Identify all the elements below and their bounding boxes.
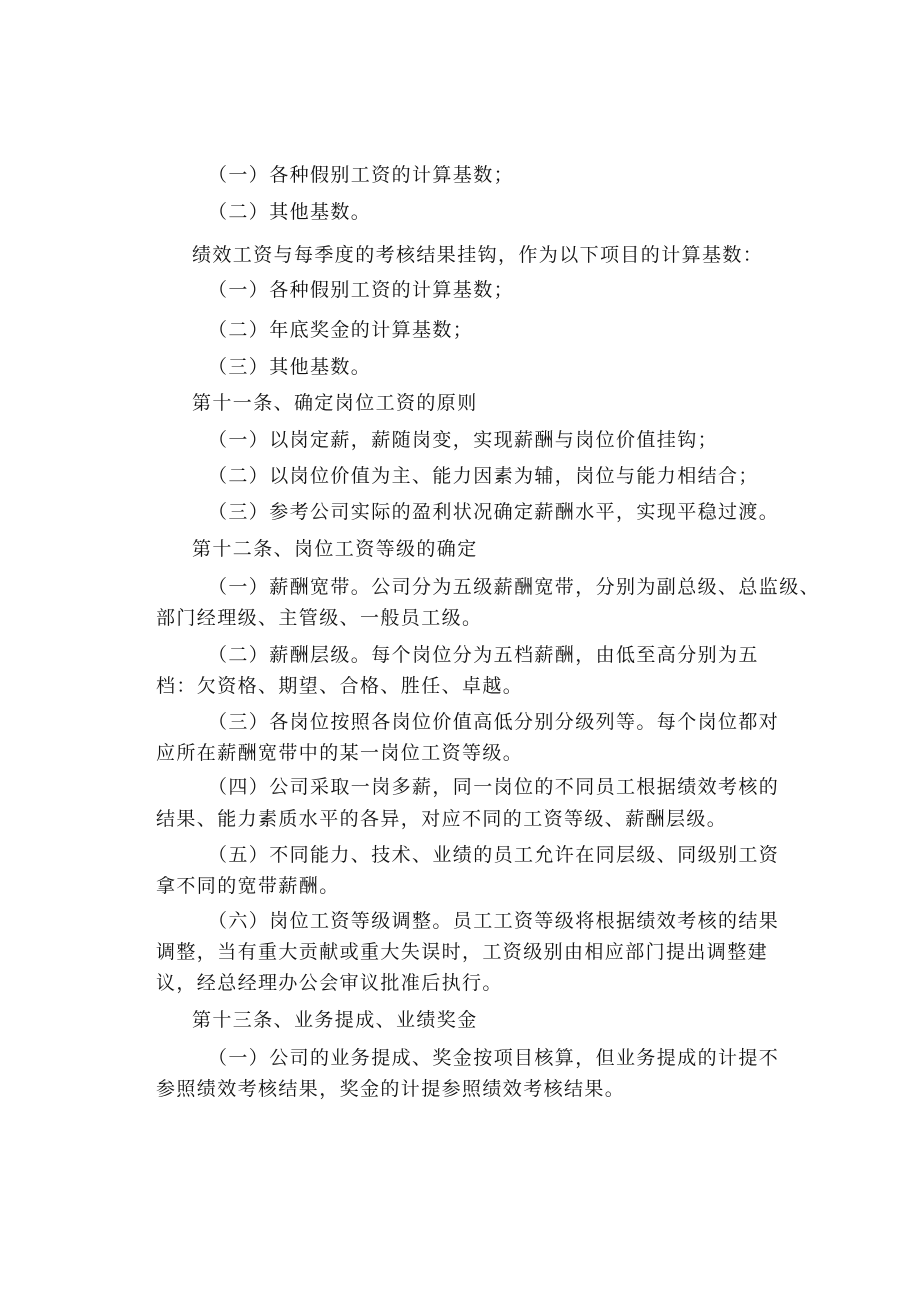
paragraph-line: （一）各种假别工资的计算基数； — [208, 279, 515, 301]
paragraph-line: （三）各岗位按照各岗位价值高低分别分级列等。每个岗位都对 — [208, 711, 780, 733]
paragraph-line: 结果、能力素质水平的各异，对应不同的工资等级、薪酬层级。 — [156, 808, 728, 830]
paragraph-line: （二）以岗位价值为主、能力因素为辅，岗位与能力相结合； — [208, 465, 759, 487]
paragraph-line: 档：欠资格、期望、合格、胜任、卓越。 — [156, 675, 524, 697]
paragraph-line: 应所在薪酬宽带中的某一岗位工资等级。 — [156, 742, 524, 764]
paragraph-line: （六）岗位工资等级调整。员工工资等级将根据绩效考核的结果 — [208, 910, 780, 932]
section-heading: 第十二条、岗位工资等级的确定 — [192, 538, 478, 560]
paragraph-line: 调整，当有重大贡献或重大失误时，工资级别由相应部门提出调整建 — [156, 941, 769, 963]
paragraph-line: （三）参考公司实际的盈利状况确定薪酬水平，实现平稳过渡。 — [208, 501, 780, 523]
paragraph-line: 参照绩效考核结果，奖金的计提参照绩效考核结果。 — [156, 1078, 626, 1100]
paragraph-line: （四）公司采取一岗多薪，同一岗位的不同员工根据绩效考核的 — [208, 776, 780, 798]
paragraph-line: 部门经理级、主管级、一般员工级。 — [156, 607, 483, 629]
paragraph-line: （一）以岗定薪，薪随岗变，实现薪酬与岗位价值挂钩； — [208, 429, 719, 451]
section-heading: 第十一条、确定岗位工资的原则 — [192, 392, 478, 414]
paragraph-line: 议，经总经理办公会审议批准后执行。 — [156, 972, 503, 994]
paragraph-line: （三）其他基数。 — [208, 356, 372, 378]
paragraph-line: （一）薪酬宽带。公司分为五级薪酬宽带，分别为副总级、总监级、 — [208, 576, 821, 598]
paragraph-line: 拿不同的宽带薪酬。 — [156, 875, 340, 897]
paragraph-line: （五）不同能力、技术、业绩的员工允许在同层级、同级别工资 — [208, 844, 780, 866]
paragraph-line: （一）公司的业务提成、奖金按项目核算，但业务提成的计提不 — [208, 1047, 780, 1069]
paragraph-line: （一）各种假别工资的计算基数； — [208, 164, 515, 186]
paragraph-line: （二）年底奖金的计算基数； — [208, 319, 474, 341]
section-heading: 第十三条、业务提成、业绩奖金 — [192, 1009, 478, 1031]
paragraph-line: （二）其他基数。 — [208, 201, 372, 223]
paragraph-line: 绩效工资与每季度的考核结果挂钩，作为以下项目的计算基数： — [192, 244, 764, 266]
paragraph-line: （二）薪酬层级。每个岗位分为五档薪酬，由低至高分别为五 — [208, 644, 759, 666]
